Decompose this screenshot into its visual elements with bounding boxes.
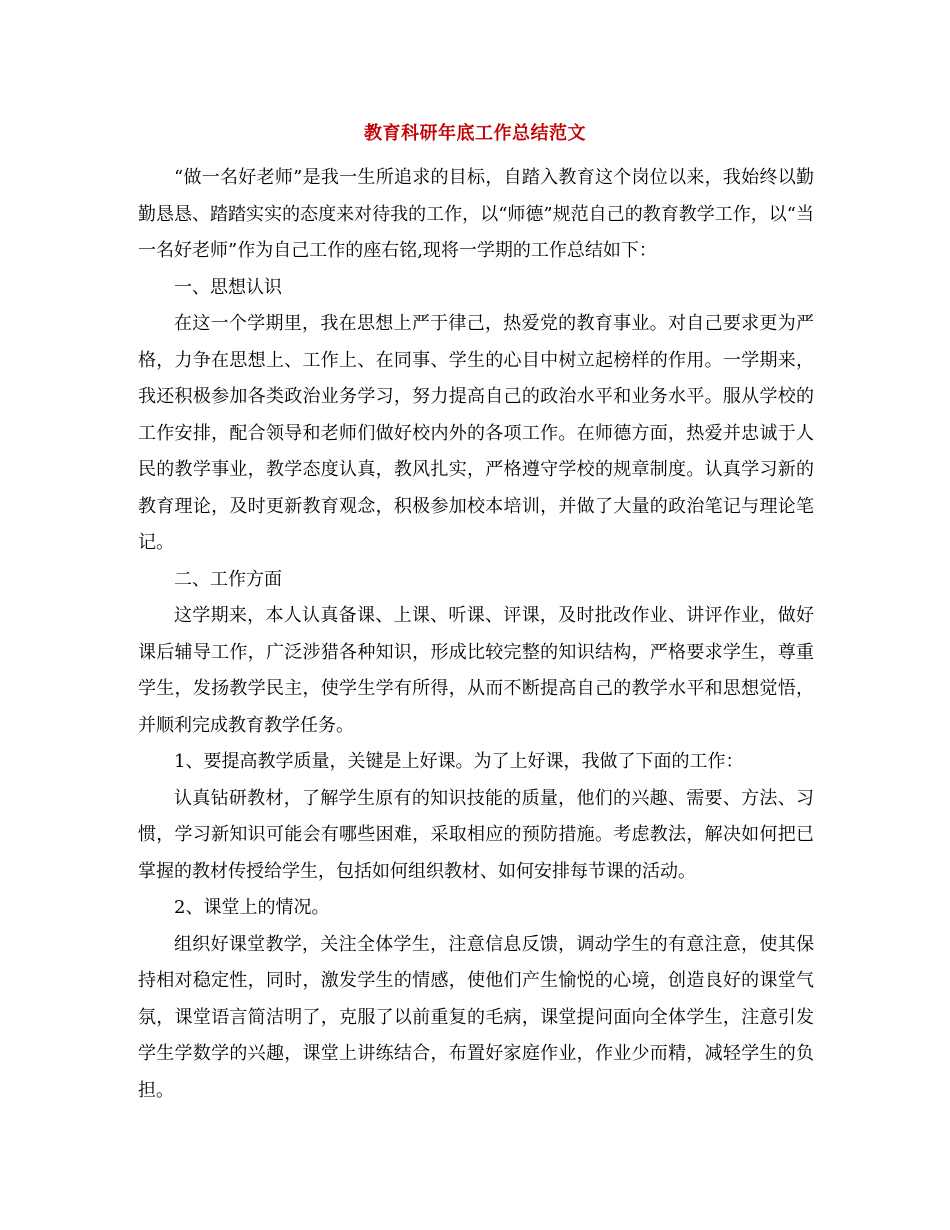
paragraph-thought: 在这一个学期里，我在思想上严于律己，热爱党的教育事业。对自己要求更为严格，力争在思想上、工作上、在同事、学生的心目中树立起榜样的作用。一学期来，我还积极参加各类政治业务学习，努力提高自己的政治水平和业务水平。服从学校的工作安排，配合领导和老师们做好校内外的各项工作。在师德方面，热爱并忠诚于人民的教学事业，教学态度认真，教风扎实，严格遵守学校的规章制度。认真学习新的教育理论，及时更新教育观念，积极参加校本培训，并做了大量的政治笔记与理论笔记。 bbox=[138, 313, 814, 553]
document-body bbox=[138, 160, 814, 1109]
heading-work: 二、工作方面 bbox=[174, 568, 282, 590]
subheading-quality: 1、要提高教学质量，关键是上好课。为了上好课，我做了下面的工作： bbox=[174, 751, 744, 772]
paragraph-work: 这学期来，本人认真备课、上课、听课、评课，及时批改作业、讲评作业，做好课后辅导工作，广泛涉猎各种知识，形成比较完整的知识结构，严格要求学生，尊重学生，发扬教学民主，使学生学有所得，从而不断提高自己的教学水平和思想觉悟，并顺利完成教育教学任务。 bbox=[138, 605, 814, 736]
paragraph-classroom: 组织好课堂教学，关注全体学生，注意信息反馈，调动学生的有意注意，使其保持相对稳定性，同时，激发学生的情感，使他们产生愉悦的心境，创造良好的课堂气氛，课堂语言简洁明了，克服了以前重复的毛病，课堂提问面向全体学生，注意引发学生学数学的兴趣，课堂上讲练结合，布置好家庭作业，作业少而精，减轻学生的负担。 bbox=[138, 933, 814, 1101]
heading-thought: 一、思想认识 bbox=[174, 276, 282, 298]
paragraph-prep: 认真钻研教材，了解学生原有的知识技能的质量，他们的兴趣、需要、方法、习惯，学习新知识可能会有哪些困难，采取相应的预防措施。考虑教法，解决如何把已掌握的教材传授给学生，包括如何组织教材、如何安排每节课的活动。 bbox=[138, 787, 814, 882]
paragraph-intro: “做一名好老师”是我一生所追求的目标，自踏入教育这个岗位以来，我始终以勤勤恳恳、踏踏实实的态度来对待我的工作，以“师德”规范自己的教育教学工作，以“当一名好老师”作为自己工作的座右铭,现将一学期的工作总结如下： bbox=[138, 167, 814, 261]
subheading-classroom: 2、课堂上的情况。 bbox=[174, 897, 330, 918]
document-title: 教育科研年底工作总结范文 bbox=[364, 123, 586, 144]
